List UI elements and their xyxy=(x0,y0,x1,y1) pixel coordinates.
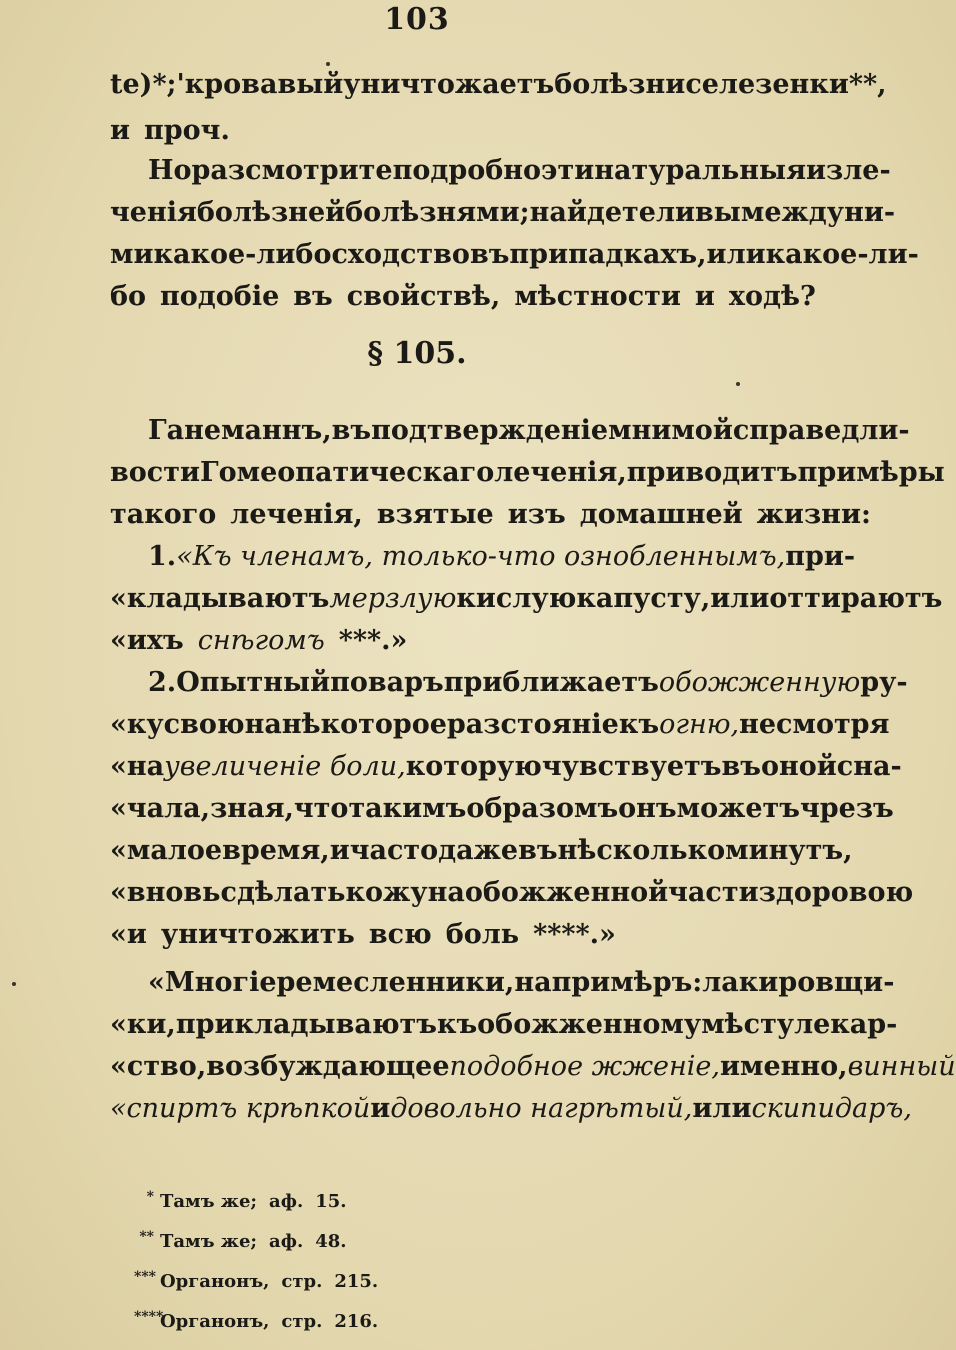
text-line xyxy=(110,232,919,278)
text-line xyxy=(110,702,890,748)
word: сдѣлать xyxy=(220,877,346,908)
word: или xyxy=(706,239,766,270)
word: сна- xyxy=(836,751,902,782)
word: домашней xyxy=(579,499,743,530)
word: прикладываютъ xyxy=(175,1009,437,1040)
word: вы xyxy=(695,197,741,228)
text-line xyxy=(110,1086,912,1132)
text-line xyxy=(110,1044,956,1090)
word: мнимой xyxy=(608,415,733,446)
word: чрезъ xyxy=(800,793,894,824)
word: онъ xyxy=(618,793,677,824)
word: образомъ xyxy=(466,793,619,824)
word: огню, xyxy=(659,709,740,740)
word: ремесленники, xyxy=(276,967,515,998)
word: капусту, xyxy=(576,583,711,614)
word: такого xyxy=(110,499,217,530)
footnote xyxy=(134,1220,347,1254)
word: можетъ xyxy=(676,793,800,824)
word: «ство, xyxy=(110,1051,207,1082)
word: возбуждающее xyxy=(206,1051,450,1082)
word: свою xyxy=(163,709,245,740)
word: всю xyxy=(368,919,432,950)
word: снѣгомъ xyxy=(197,625,325,656)
section-heading: § 105. xyxy=(367,336,467,371)
text-line xyxy=(148,148,891,194)
word: «чала, xyxy=(110,793,211,824)
word: при- xyxy=(785,541,856,572)
word: несмотря xyxy=(739,709,890,740)
word: здоровою xyxy=(758,877,914,908)
word: селезенки xyxy=(685,69,849,100)
word: лекар- xyxy=(794,1009,898,1040)
word: Ганеманнъ, xyxy=(148,415,332,446)
word: леченія, xyxy=(494,457,627,488)
text-line xyxy=(110,912,822,958)
word: время, xyxy=(222,835,330,866)
word: Но xyxy=(148,155,192,186)
word: «ки, xyxy=(110,1009,176,1040)
word: зная, xyxy=(210,793,294,824)
word: что xyxy=(293,793,349,824)
word: напримѣръ: xyxy=(514,967,703,998)
text-line xyxy=(110,786,894,832)
word: къ xyxy=(618,709,660,740)
word: бо xyxy=(110,281,147,312)
word: кожу xyxy=(345,877,428,908)
word: болѣзни xyxy=(554,69,686,100)
footnote xyxy=(134,1180,347,1214)
word: «и xyxy=(110,919,147,950)
word: боль xyxy=(445,919,520,950)
word: ми xyxy=(110,239,154,270)
word: въ xyxy=(293,281,333,312)
footnote-mark: *** xyxy=(134,1269,156,1285)
word: «вновь xyxy=(110,877,221,908)
text-line xyxy=(110,62,887,108)
footnote-ref: стр. xyxy=(281,1311,323,1332)
word: которую xyxy=(405,751,542,782)
word: кислую xyxy=(456,583,577,614)
word: или xyxy=(710,583,770,614)
text-line xyxy=(110,450,945,496)
word: болѣзней xyxy=(196,197,346,228)
word: болѣзнями; xyxy=(345,197,530,228)
word: свойствѣ, xyxy=(346,281,501,312)
word: «ихъ xyxy=(110,625,184,656)
print-speck xyxy=(736,382,740,386)
word: именно, xyxy=(719,1051,848,1082)
word: подобіе xyxy=(160,281,280,312)
text-line xyxy=(110,828,853,874)
footnote-number: 15. xyxy=(315,1191,347,1212)
word: чувствуетъ xyxy=(541,751,722,782)
word: «Къ членамъ, только-что ознобленнымъ, xyxy=(176,541,786,572)
footnote-ref: аф. xyxy=(269,1191,304,1212)
word: взятые xyxy=(376,499,494,530)
footnote-ref: стр. xyxy=(281,1271,323,1292)
word: мѣсту xyxy=(701,1009,795,1040)
word: къ xyxy=(436,1009,478,1040)
text-line xyxy=(110,618,822,664)
word: Опытный xyxy=(176,667,331,698)
word: подобное жженіе, xyxy=(449,1051,720,1082)
footnote-source: Органонъ, xyxy=(160,1271,270,1292)
word: обожженной xyxy=(464,877,669,908)
word: изле- xyxy=(806,155,891,186)
footnote-ref: аф. xyxy=(269,1231,304,1252)
footnote-number: 216. xyxy=(334,1311,379,1332)
word: ходѣ? xyxy=(728,281,816,312)
word: вости xyxy=(110,457,200,488)
word: поваръ xyxy=(330,667,444,698)
word: въ xyxy=(721,751,761,782)
word: подтвержденіе xyxy=(371,415,609,446)
word: «спиртъ крѣпкой xyxy=(110,1093,371,1124)
word: на xyxy=(244,709,282,740)
footnote-source: Органонъ, xyxy=(160,1311,270,1332)
word: «ку xyxy=(110,709,164,740)
word: 'кровавый xyxy=(176,69,344,100)
word: въ xyxy=(469,239,510,270)
word: разстояніе xyxy=(446,709,619,740)
text-line xyxy=(110,190,896,236)
word: ру- xyxy=(860,667,908,698)
word: такимъ xyxy=(348,793,467,824)
footnote xyxy=(134,1300,378,1334)
word: лакировщи- xyxy=(702,967,895,998)
word: части xyxy=(668,877,759,908)
text-line xyxy=(110,744,902,790)
word: 2. xyxy=(148,667,177,698)
word: ни- xyxy=(844,197,896,228)
text-line xyxy=(148,660,908,706)
footnote-source: Тамъ же; xyxy=(160,1231,258,1252)
word: и xyxy=(329,835,350,866)
word: леченія, xyxy=(230,499,363,530)
footnote-mark: ** xyxy=(139,1229,154,1245)
text-line xyxy=(110,870,914,916)
text-line xyxy=(110,274,822,320)
word: «на xyxy=(110,751,165,782)
word: въ xyxy=(518,835,558,866)
text-line xyxy=(148,534,856,580)
word: изъ xyxy=(507,499,566,530)
word: нѣкоторое xyxy=(281,709,447,740)
text-line xyxy=(148,408,910,454)
footnote xyxy=(134,1260,378,1294)
footnote-source: Тамъ же; xyxy=(160,1191,258,1212)
word: между xyxy=(740,197,845,228)
word: ****.» xyxy=(533,919,616,950)
word: припадкахъ, xyxy=(509,239,707,270)
text-line xyxy=(110,576,943,622)
word: уничтожить xyxy=(160,919,355,950)
text-line xyxy=(148,960,895,1006)
word: уничтожаетъ xyxy=(343,69,555,100)
word: часто xyxy=(349,835,439,866)
word: ***.» xyxy=(338,625,408,656)
word: *; xyxy=(152,69,177,100)
word: оттираютъ xyxy=(769,583,943,614)
word: **, xyxy=(848,69,887,100)
word: ли xyxy=(655,197,696,228)
word: увеличеніе боли, xyxy=(164,751,406,782)
word: и xyxy=(694,281,715,312)
footnote-number: 215. xyxy=(334,1271,379,1292)
word: примѣры xyxy=(797,457,945,488)
word: винный xyxy=(847,1051,956,1082)
print-speck xyxy=(12,982,16,986)
word: довольно нагрѣтый, xyxy=(390,1093,693,1124)
word: найдете xyxy=(529,197,656,228)
word: скипидаръ, xyxy=(751,1093,912,1124)
word: проч. xyxy=(144,115,230,146)
print-speck xyxy=(326,62,330,66)
word: и xyxy=(370,1093,391,1124)
word: мерзлую xyxy=(329,583,457,614)
word: мѣстности xyxy=(514,281,681,312)
footnote-mark: * xyxy=(146,1189,154,1205)
word: и xyxy=(110,115,131,146)
word: приводитъ xyxy=(626,457,798,488)
word: какое-либо xyxy=(153,239,332,270)
word: на xyxy=(427,877,465,908)
text-line xyxy=(110,1002,898,1048)
word: «Многіе xyxy=(148,967,277,998)
word: натуральныя xyxy=(594,155,807,186)
word: жизни: xyxy=(756,499,871,530)
word: эти xyxy=(541,155,595,186)
word: «малое xyxy=(110,835,223,866)
word: разсмотрите xyxy=(191,155,393,186)
word: какое-ли- xyxy=(765,239,919,270)
word: te) xyxy=(110,69,153,100)
text-line xyxy=(110,492,871,538)
word: справедли- xyxy=(732,415,910,446)
word: даже xyxy=(438,835,519,866)
word: «кладываютъ xyxy=(110,583,330,614)
word: обожженному xyxy=(477,1009,702,1040)
word: ченія xyxy=(110,197,197,228)
word: приближаетъ xyxy=(443,667,659,698)
word: оной xyxy=(760,751,837,782)
word: подробно xyxy=(392,155,542,186)
footnote-mark: **** xyxy=(134,1309,164,1325)
word: обожженную xyxy=(658,667,861,698)
word: въ xyxy=(331,415,372,446)
word: или xyxy=(692,1093,752,1124)
word: минутъ, xyxy=(725,835,853,866)
word: Гомеопатическаго xyxy=(199,457,495,488)
footnote-number: 48. xyxy=(315,1231,347,1252)
page-number: 103 xyxy=(384,2,450,37)
word: 1. xyxy=(148,541,177,572)
word: нѣсколько xyxy=(557,835,726,866)
word: сходство xyxy=(331,239,470,270)
